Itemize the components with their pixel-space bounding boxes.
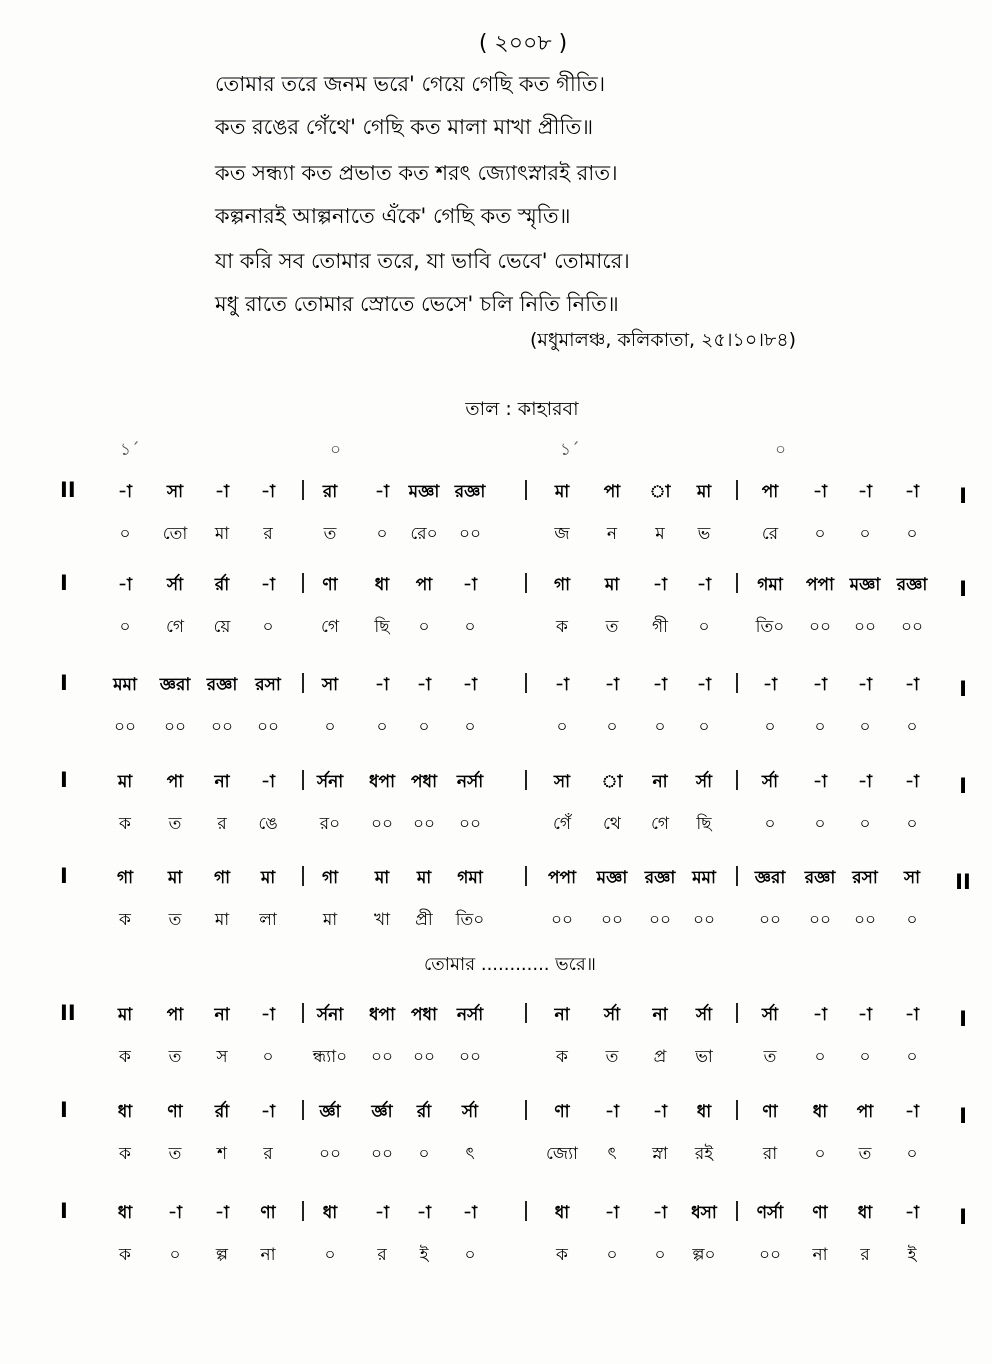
swar-note: -া	[261, 772, 275, 792]
page-number: ( ২০০৮ )	[478, 31, 568, 56]
swar-note: -া	[813, 482, 827, 502]
swar-note: পধা	[411, 1005, 437, 1025]
lyric-syllable: ত	[605, 617, 619, 637]
swar-note: -া	[118, 575, 132, 595]
swar-note: ণা	[554, 1102, 570, 1122]
swar-note: র্জ্ঞা	[371, 1102, 393, 1122]
lyric-syllable: শ	[216, 1144, 228, 1164]
beat-mark: ০	[775, 440, 787, 460]
lyric-syllable: গী	[651, 617, 669, 637]
lyric-syllable: ক	[556, 1245, 568, 1265]
lyric-syllable: ০	[764, 814, 776, 834]
lyric-syllable: ০০	[256, 717, 280, 737]
verse-line: কত রঙের গেঁথে' গেছি কত মালা মাখা প্রীতি॥	[215, 115, 594, 139]
swar-note: -া	[463, 1203, 477, 1223]
swar-note: া	[649, 482, 671, 502]
swar-note: মমা	[113, 675, 137, 695]
lyric-syllable: রই	[694, 1144, 714, 1164]
swar-note: -া	[118, 482, 132, 502]
lyric-syllable: য়ে	[213, 617, 231, 637]
swar-note: ধা	[117, 1102, 133, 1122]
swar-note: া	[601, 772, 623, 792]
swar-note: র্সা	[761, 772, 779, 792]
lyric-syllable: ০	[119, 617, 131, 637]
lyric-syllable: ছি	[374, 617, 390, 637]
swar-note: র্জ্ঞা	[319, 1102, 341, 1122]
lyric-syllable: ক	[119, 910, 131, 930]
bar-start-mark: I	[60, 1098, 68, 1122]
lyric-syllable: ০	[906, 1047, 918, 1067]
swar-note: র্সা	[461, 1102, 479, 1122]
lyric-syllable: ক	[556, 1047, 568, 1067]
lyric-syllable: ৎ	[607, 1144, 617, 1164]
swar-note: ণা	[322, 575, 338, 595]
bar-start-mark: I	[60, 671, 68, 695]
lyric-syllable: ভ	[697, 524, 711, 544]
swar-note: র্সা	[603, 1005, 621, 1025]
lyric-syllable: ০	[859, 1047, 871, 1067]
swar-note: গা	[213, 868, 231, 888]
swar-note: পা	[761, 482, 779, 502]
lyric-syllable: ০০	[758, 910, 782, 930]
lyric-syllable: ০০	[900, 617, 924, 637]
lyric-syllable: ০	[906, 814, 918, 834]
swar-note: -া	[813, 1005, 827, 1025]
lyric-syllable: মা	[214, 910, 230, 930]
bar-end-mark: I	[959, 1007, 967, 1031]
swar-note: ধা	[857, 1203, 873, 1223]
swar-note: নর্সা	[456, 772, 484, 792]
swar-note: র্সা	[695, 772, 713, 792]
swar-note: না	[214, 1005, 230, 1025]
swar-note: সা	[166, 482, 184, 502]
swar-note: পপা	[805, 575, 835, 595]
swar-note: -া	[858, 482, 872, 502]
swar-note: মা	[260, 868, 276, 888]
swar-note: সা	[321, 675, 339, 695]
swar-note: -া	[905, 482, 919, 502]
swar-note: -া	[605, 675, 619, 695]
lyric-syllable: ০	[556, 717, 568, 737]
swar-note: পা	[415, 575, 433, 595]
swar-note: ণা	[762, 1102, 778, 1122]
swar-note: -া	[417, 675, 431, 695]
lyric-syllable: ০	[814, 1144, 826, 1164]
swar-note: -া	[653, 1203, 667, 1223]
swar-note: সা	[553, 772, 571, 792]
bar-end-mark: I	[959, 577, 967, 601]
swar-note: -া	[261, 575, 275, 595]
swar-note: র্রা	[416, 1102, 432, 1122]
lyric-syllable: ত	[323, 524, 337, 544]
swar-note: মজ্ঞা	[849, 575, 881, 595]
lyric-syllable: ক	[556, 617, 568, 637]
lyric-syllable: ত	[605, 1047, 619, 1067]
lyric-syllable: তি০	[755, 617, 785, 637]
lyric-syllable: ০০	[458, 1047, 482, 1067]
beat-mark: ০	[330, 440, 342, 460]
lyric-syllable: ০	[376, 524, 388, 544]
swar-note: র্সনা	[316, 1005, 344, 1025]
swar-note: -া	[905, 772, 919, 792]
swar-note: রসা	[255, 675, 281, 695]
swar-note: ধপা	[369, 1005, 395, 1025]
swar-note: পা	[603, 482, 621, 502]
lyric-syllable: ০	[169, 1245, 181, 1265]
swar-note: ধা	[117, 1203, 133, 1223]
lyric-syllable: জ	[554, 524, 570, 544]
bar-end-mark: I	[959, 484, 967, 508]
lyric-syllable: ০০	[210, 717, 234, 737]
lyric-syllable: র০	[319, 814, 341, 834]
swar-note: মা	[604, 575, 620, 595]
swar-note: র্রা	[214, 575, 230, 595]
swar-note: -া	[375, 675, 389, 695]
lyric-syllable: ০০	[113, 717, 137, 737]
swar-note: জ্ঞরা	[754, 868, 786, 888]
lyric-syllable: জ্যো	[546, 1144, 578, 1164]
swar-note: মা	[554, 482, 570, 502]
lyric-syllable: র	[860, 1245, 870, 1265]
lyric-syllable: প্র	[653, 1047, 667, 1067]
lyric-syllable: ৎ	[465, 1144, 475, 1164]
swar-note: -া	[463, 575, 477, 595]
swar-note: মা	[416, 868, 432, 888]
swar-note: রসা	[852, 868, 878, 888]
swar-note: র্সা	[761, 1005, 779, 1025]
verse-line: তোমার তরে জনম ভরে' গেয়ে গেছি কত গীতি।	[215, 72, 606, 96]
swar-note: -া	[697, 675, 711, 695]
lyric-syllable: ০	[418, 617, 430, 637]
swar-note: মজ্ঞা	[408, 482, 440, 502]
lyric-syllable: রে০	[410, 524, 438, 544]
swar-note: রজ্ঞা	[804, 868, 836, 888]
lyric-syllable: ত	[168, 1047, 182, 1067]
swar-note: -া	[905, 1203, 919, 1223]
lyric-syllable: ০০	[853, 910, 877, 930]
lyric-syllable: রা	[762, 1144, 778, 1164]
swar-note: ণা	[812, 1203, 828, 1223]
lyric-syllable: ০	[418, 717, 430, 737]
swar-note: মা	[696, 482, 712, 502]
swar-note: -া	[813, 675, 827, 695]
lyric-syllable: ০০	[370, 814, 394, 834]
swar-note: -া	[653, 1102, 667, 1122]
swar-note: -া	[417, 1203, 431, 1223]
swar-note: -া	[858, 675, 872, 695]
swar-note: গমা	[457, 868, 483, 888]
lyric-syllable: মা	[322, 910, 338, 930]
notation-row	[60, 1001, 967, 1067]
lyric-syllable: স্না	[652, 1144, 668, 1164]
swar-note: জ্ঞরা	[159, 675, 191, 695]
lyric-syllable: তি০	[455, 910, 485, 930]
swar-note: র্রা	[214, 1102, 230, 1122]
swar-note: -া	[905, 675, 919, 695]
lyric-syllable: না	[260, 1245, 276, 1265]
swar-note: র্সা	[695, 1005, 713, 1025]
bar-start-mark: I	[60, 1199, 68, 1223]
bar-end-mark: I	[959, 677, 967, 701]
lyric-syllable: ত	[168, 910, 182, 930]
lyric-syllable: মা	[214, 524, 230, 544]
lyric-syllable: ত	[168, 1144, 182, 1164]
lyric-syllable: ০	[698, 717, 710, 737]
swar-note: নর্সা	[456, 1005, 484, 1025]
lyric-syllable: ০	[906, 910, 918, 930]
swar-note: মা	[117, 772, 133, 792]
lyric-syllable: থে	[603, 814, 621, 834]
lyric-syllable: ০	[654, 1245, 666, 1265]
lyric-syllable: রে	[761, 524, 779, 544]
swar-note: রজ্ঞা	[644, 868, 676, 888]
lyric-syllable: লা	[259, 910, 277, 930]
swar-note: -া	[261, 1005, 275, 1025]
lyric-syllable: ন	[606, 524, 618, 544]
swar-note: -া	[605, 1102, 619, 1122]
lyric-syllable: ০০	[853, 617, 877, 637]
lyric-syllable: ০	[606, 717, 618, 737]
lyric-syllable: ০	[698, 617, 710, 637]
lyric-syllable: ০	[418, 1144, 430, 1164]
notation-row	[60, 864, 971, 930]
lyric-syllable: ০	[906, 1144, 918, 1164]
notation-row	[60, 768, 967, 834]
notation-row	[60, 478, 967, 544]
lyric-syllable: ০০	[163, 717, 187, 737]
swar-note: রজ্ঞা	[206, 675, 238, 695]
swar-note: না	[214, 772, 230, 792]
lyric-syllable: ছি	[696, 814, 712, 834]
swar-note: মজ্ঞা	[596, 868, 628, 888]
lyric-syllable: ০০	[370, 1047, 394, 1067]
swar-note: না	[554, 1005, 570, 1025]
swar-note: -া	[653, 575, 667, 595]
swar-note: -া	[858, 1005, 872, 1025]
bar-end-mark: I	[959, 774, 967, 798]
bar-start-mark: I	[60, 571, 68, 595]
lyric-syllable: ০	[859, 814, 871, 834]
swar-note: -া	[463, 675, 477, 695]
swar-note: রজ্ঞা	[896, 575, 928, 595]
beat-mark: ১´	[560, 440, 580, 460]
lyric-syllable: ০	[764, 717, 776, 737]
lyric-syllable: ০০	[370, 1144, 394, 1164]
notation-row	[60, 571, 967, 637]
swar-note: না	[652, 1005, 668, 1025]
lyric-syllable: ন্ধ্যা০	[312, 1047, 348, 1067]
bar-start-mark: II	[60, 1001, 76, 1025]
lyric-syllable: ল্প	[215, 1245, 229, 1265]
lyric-syllable: ০	[906, 717, 918, 737]
bar-end-mark: I	[959, 1104, 967, 1128]
swar-note: ধা	[696, 1102, 712, 1122]
swar-note: ণর্সা	[756, 1203, 784, 1223]
swar-note: পপা	[547, 868, 577, 888]
swar-note: -া	[168, 1203, 182, 1223]
bar-start-mark: II	[60, 478, 76, 502]
lyric-syllable: ০	[606, 1245, 618, 1265]
swar-note: -া	[858, 772, 872, 792]
lyric-syllable: স	[216, 1047, 228, 1067]
beat-mark: ১´	[120, 440, 140, 460]
lyric-syllable: ০০	[808, 617, 832, 637]
swar-note: -া	[215, 482, 229, 502]
swar-note: রা	[322, 482, 338, 502]
notation-row	[60, 1199, 967, 1265]
notation-row	[60, 671, 967, 737]
swar-note: পধা	[411, 772, 437, 792]
lyric-syllable: ক	[119, 1144, 131, 1164]
lyric-syllable: খা	[373, 910, 391, 930]
lyric-syllable: ০০	[648, 910, 672, 930]
lyric-syllable: প্রী	[415, 910, 433, 930]
lyric-syllable: ০	[814, 814, 826, 834]
lyric-syllable: ০	[814, 1047, 826, 1067]
swar-note: -া	[905, 1102, 919, 1122]
lyric-syllable: ০	[464, 617, 476, 637]
verse-line: কত সন্ধ্যা কত প্রভাত কত শরৎ জ্যোৎস্নারই রাত।	[215, 161, 618, 185]
lyric-syllable: ০	[262, 617, 274, 637]
lyric-syllable: গে	[650, 814, 670, 834]
lyric-syllable: ত	[168, 814, 182, 834]
lyric-syllable: ত	[763, 1047, 777, 1067]
lyric-syllable: ০	[262, 1047, 274, 1067]
swar-note: -া	[261, 482, 275, 502]
source-note: (মধুমালঞ্চ, কলিকাতা, ২৫।১০।৮৪)	[530, 329, 797, 351]
swar-note: -া	[905, 1005, 919, 1025]
swar-note: -া	[375, 482, 389, 502]
lyric-syllable: ০	[814, 524, 826, 544]
bar-end-mark: II	[955, 870, 971, 894]
notation-rows	[60, 478, 971, 1265]
swar-note: মা	[117, 1005, 133, 1025]
lyric-syllable: গেঁ	[552, 814, 572, 834]
lyric-syllable: র	[263, 524, 273, 544]
swar-note: ধা	[322, 1203, 338, 1223]
lyric-syllable: ক	[119, 1245, 131, 1265]
swar-note: না	[652, 772, 668, 792]
lyric-syllable: ০০	[692, 910, 716, 930]
lyric-syllable: ক	[119, 814, 131, 834]
swar-note: -া	[653, 675, 667, 695]
lyric-syllable: ই	[907, 1245, 917, 1265]
swar-note: মমা	[692, 868, 716, 888]
swar-note: ণা	[260, 1203, 276, 1223]
swar-note: পা	[166, 772, 184, 792]
verse-line: যা করি সব তোমার তরে, যা ভাবি ভেবে' তোমারে।	[215, 249, 630, 273]
lyric-syllable: ০	[654, 717, 666, 737]
swar-note: -া	[605, 1203, 619, 1223]
lyric-syllable: ০০	[600, 910, 624, 930]
lyric-syllable: ল্প০	[692, 1245, 716, 1265]
swar-note: -া	[763, 675, 777, 695]
bar-start-mark: I	[60, 768, 68, 792]
swar-note: ধা	[812, 1102, 828, 1122]
lyric-syllable: ০০	[550, 910, 574, 930]
lyric-syllable: ০০	[758, 1245, 782, 1265]
refrain-cue: তোমার ............ ভরে॥	[424, 954, 596, 975]
swar-note: ধা	[374, 575, 390, 595]
lyric-syllable: না	[812, 1245, 828, 1265]
lyric-syllable: ০	[464, 1245, 476, 1265]
swar-note: র্সা	[166, 575, 184, 595]
swar-note: মা	[167, 868, 183, 888]
swar-note: পা	[856, 1102, 874, 1122]
lyric-syllable: ০০	[458, 524, 482, 544]
swar-note: -া	[813, 772, 827, 792]
swar-note: -া	[555, 675, 569, 695]
lyric-syllable: ০	[324, 717, 336, 737]
lyric-syllable: ০০	[808, 910, 832, 930]
notation-row	[60, 1098, 967, 1164]
swar-note: র্সনা	[316, 772, 344, 792]
lyric-syllable: ঙে	[258, 814, 278, 834]
swar-note: গা	[116, 868, 134, 888]
swar-note: ধা	[554, 1203, 570, 1223]
lyric-syllable: ০	[814, 717, 826, 737]
swar-note: মা	[374, 868, 390, 888]
lyric-syllable: ত	[858, 1144, 872, 1164]
lyric-syllable: ০	[376, 717, 388, 737]
swar-note: ণা	[167, 1102, 183, 1122]
swar-note: গমা	[757, 575, 783, 595]
lyric-syllable: র	[263, 1144, 273, 1164]
swar-note: -া	[697, 575, 711, 595]
lyric-syllable: ০	[324, 1245, 336, 1265]
tal-heading: তাল : কাহারবা	[465, 398, 579, 420]
lyric-syllable: ০	[859, 717, 871, 737]
bar-end-mark: I	[959, 1205, 967, 1229]
swar-note: ধপা	[369, 772, 395, 792]
lyric-syllable: ০	[464, 717, 476, 737]
lyric-syllable: র	[217, 814, 227, 834]
lyric-syllable: ভা	[695, 1047, 713, 1067]
swar-note: পা	[166, 1005, 184, 1025]
lyric-syllable: ০০	[458, 814, 482, 834]
verse-line: মধু রাতে তোমার স্রোতে ভেসে' চলি নিতি নিতি॥	[215, 292, 619, 316]
lyric-syllable: ম	[655, 524, 665, 544]
lyric-syllable: গে	[165, 617, 185, 637]
swar-note: ধসা	[691, 1203, 717, 1223]
lyric-syllable: র	[377, 1245, 387, 1265]
lyric-syllable: গে	[320, 617, 340, 637]
lyric-syllable: ০	[859, 524, 871, 544]
swar-note: গা	[321, 868, 339, 888]
lyric-syllable: ০০	[412, 814, 436, 834]
lyric-syllable: ০০	[412, 1047, 436, 1067]
swar-note: -া	[375, 1203, 389, 1223]
bar-start-mark: I	[60, 864, 68, 888]
lyric-syllable: তো	[162, 524, 188, 544]
lyric-syllable: ক	[119, 1047, 131, 1067]
lyric-syllable: ০০	[318, 1144, 342, 1164]
swar-note: -া	[261, 1102, 275, 1122]
swar-note: -া	[215, 1203, 229, 1223]
verse-line: কল্পনারই আল্পনাতে এঁকে' গেছি কত স্মৃতি॥	[215, 204, 571, 228]
swar-note: রজ্ঞা	[454, 482, 486, 502]
swar-note: সা	[903, 868, 921, 888]
lyric-syllable: ০	[119, 524, 131, 544]
lyric-syllable: ই	[419, 1245, 429, 1265]
swar-note: গা	[553, 575, 571, 595]
lyric-syllable: ০	[906, 524, 918, 544]
